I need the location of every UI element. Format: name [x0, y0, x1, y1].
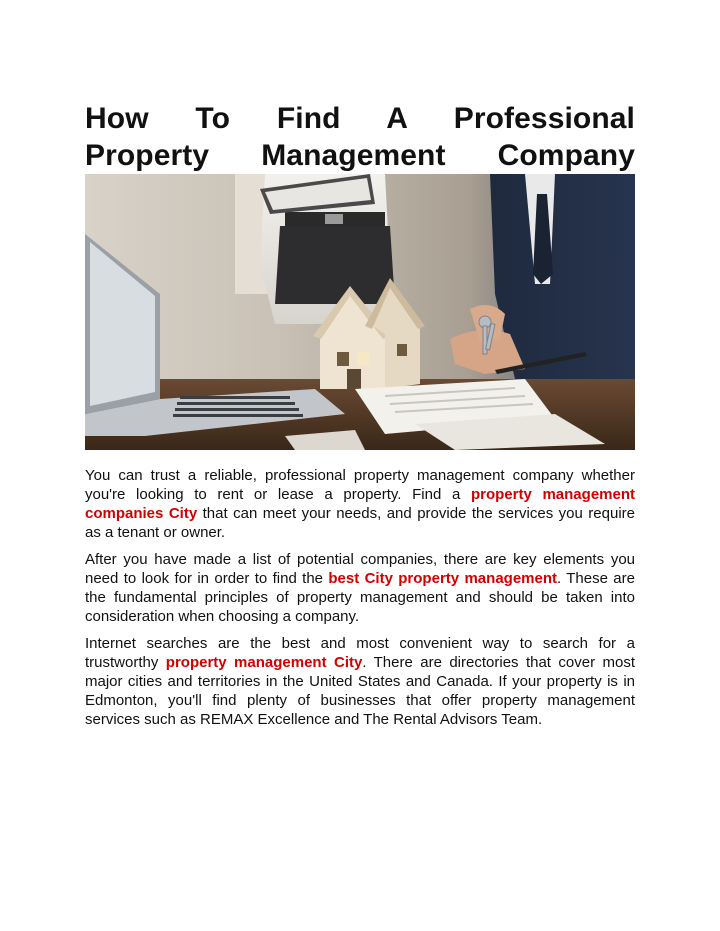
paragraph-3 — [85, 634, 635, 729]
paragraph-3-text-end: . There are directories that cover most major cities and territories in the United States and Canada. If your property is in Edmonton, you'll find plenty of businesses that offer property management services such as REMAX Excellence and The Rental Advisors Team. — [85, 654, 635, 728]
paragraph-1-text-end: that can meet your needs, and provide the services you require as a tenant or owner. — [85, 505, 635, 541]
paragraph-3-text-start: Internet searches are the best and most convenient way to search for a trustworthy — [85, 635, 635, 671]
article-body — [85, 466, 635, 729]
paragraph-2 — [85, 550, 635, 626]
title-line-2: Property Management Company — [85, 139, 635, 172]
paragraph-2-text-start: After you have made a list of potential companies, there are key elements you need to look for in order to find the — [85, 551, 635, 587]
link-property-management-companies-city[interactable]: property management companies City — [85, 486, 635, 522]
link-property-management-city[interactable]: property management City — [165, 654, 363, 671]
document-title — [85, 100, 635, 174]
paragraph-2-text-end: . These are the fundamental principles of property management and should be taken into consideration when choosing a company. — [85, 570, 635, 625]
link-best-city-property-management[interactable]: best City property management — [328, 570, 557, 587]
document-page — [85, 100, 635, 737]
hero-photo — [85, 174, 635, 450]
paragraph-1 — [85, 466, 635, 542]
paragraph-1-text-start: You can trust a reliable, professional property management company whether you're looking to rent or lease a property. Find a — [85, 467, 635, 503]
title-line-1: How To Find A Professional — [85, 102, 635, 135]
